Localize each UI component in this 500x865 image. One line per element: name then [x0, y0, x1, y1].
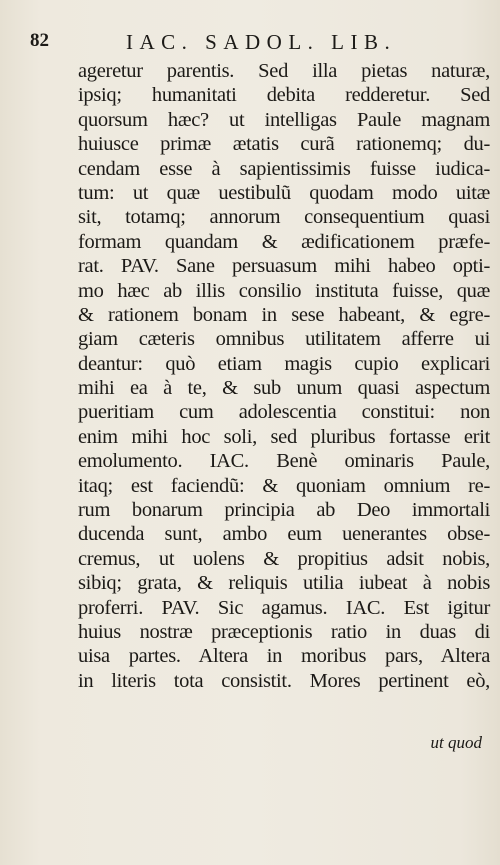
- text-line: ipsiq; humanitati debita redderetur. Sed: [78, 84, 490, 107]
- text-line: uisa partes. Altera in moribus pars, Altera: [78, 645, 490, 668]
- text-line: enim mihi hoc soli, sed pluribus fortasse erit: [78, 425, 490, 448]
- folio-number: 82: [30, 30, 49, 51]
- text-line: sit, totamq; annorum consequentium quasi: [78, 206, 490, 229]
- body-text: [78, 59, 490, 693]
- text-line: emolumento. IAC. Benè ominaris Paule,: [78, 450, 490, 473]
- text-line: formam quandam & ædificationem præfe-: [78, 230, 490, 253]
- text-line: tum: ut quæ uestibulũ quodam modo uitæ: [78, 181, 490, 204]
- text-line: giam cæteris omnibus utilitatem afferre ui: [78, 328, 490, 351]
- text-line: itaq; est faciendũ: & quoniam omnium re-: [78, 474, 490, 497]
- text-line: huiusce primæ ætatis curã rationemq; du-: [78, 133, 490, 156]
- text-line: proferri. PAV. Sic agamus. IAC. Est igitur: [78, 596, 490, 619]
- text-line: quorsum hæc? ut intelligas Paule magnam: [78, 108, 490, 131]
- text-line: huius nostræ præceptionis ratio in duas di: [78, 620, 490, 643]
- text-line: cremus, ut uolens & propitius adsit nobis,: [78, 547, 490, 570]
- text-line: deantur: quò etiam magis cupio explicari: [78, 352, 490, 375]
- running-head: IAC. SADOL. LIB.: [126, 30, 397, 54]
- page-header: [0, 28, 500, 58]
- text-line: mo hæc ab illis consilio instituta fuisse, quæ: [78, 279, 490, 302]
- text-line: ageretur parentis. Sed illa pietas naturæ,: [78, 60, 490, 82]
- text-line: rat. PAV. Sane persuasum mihi habeo opti-: [78, 255, 490, 278]
- catchword: ut quod: [430, 733, 482, 752]
- text-line: sibiq; grata, & reliquis utilia iubeat à nobis: [78, 572, 490, 595]
- text-line: rum bonarum principia ab Deo immortali: [78, 499, 490, 522]
- text-line: pueritiam cum adolescentia constitui: non: [78, 401, 490, 424]
- text-line: ducenda sunt, ambo eum uenerantes obse-: [78, 523, 490, 546]
- text-line: mihi ea à te, & sub unum quasi aspectum: [78, 377, 490, 400]
- text-line: cendam esse à sapientissimis fuisse iudica-: [78, 157, 490, 180]
- text-line: & rationem bonam in sese habeant, & egre-: [78, 303, 490, 326]
- text-line: in literis tota consistit. Mores pertinent eò,: [78, 669, 490, 692]
